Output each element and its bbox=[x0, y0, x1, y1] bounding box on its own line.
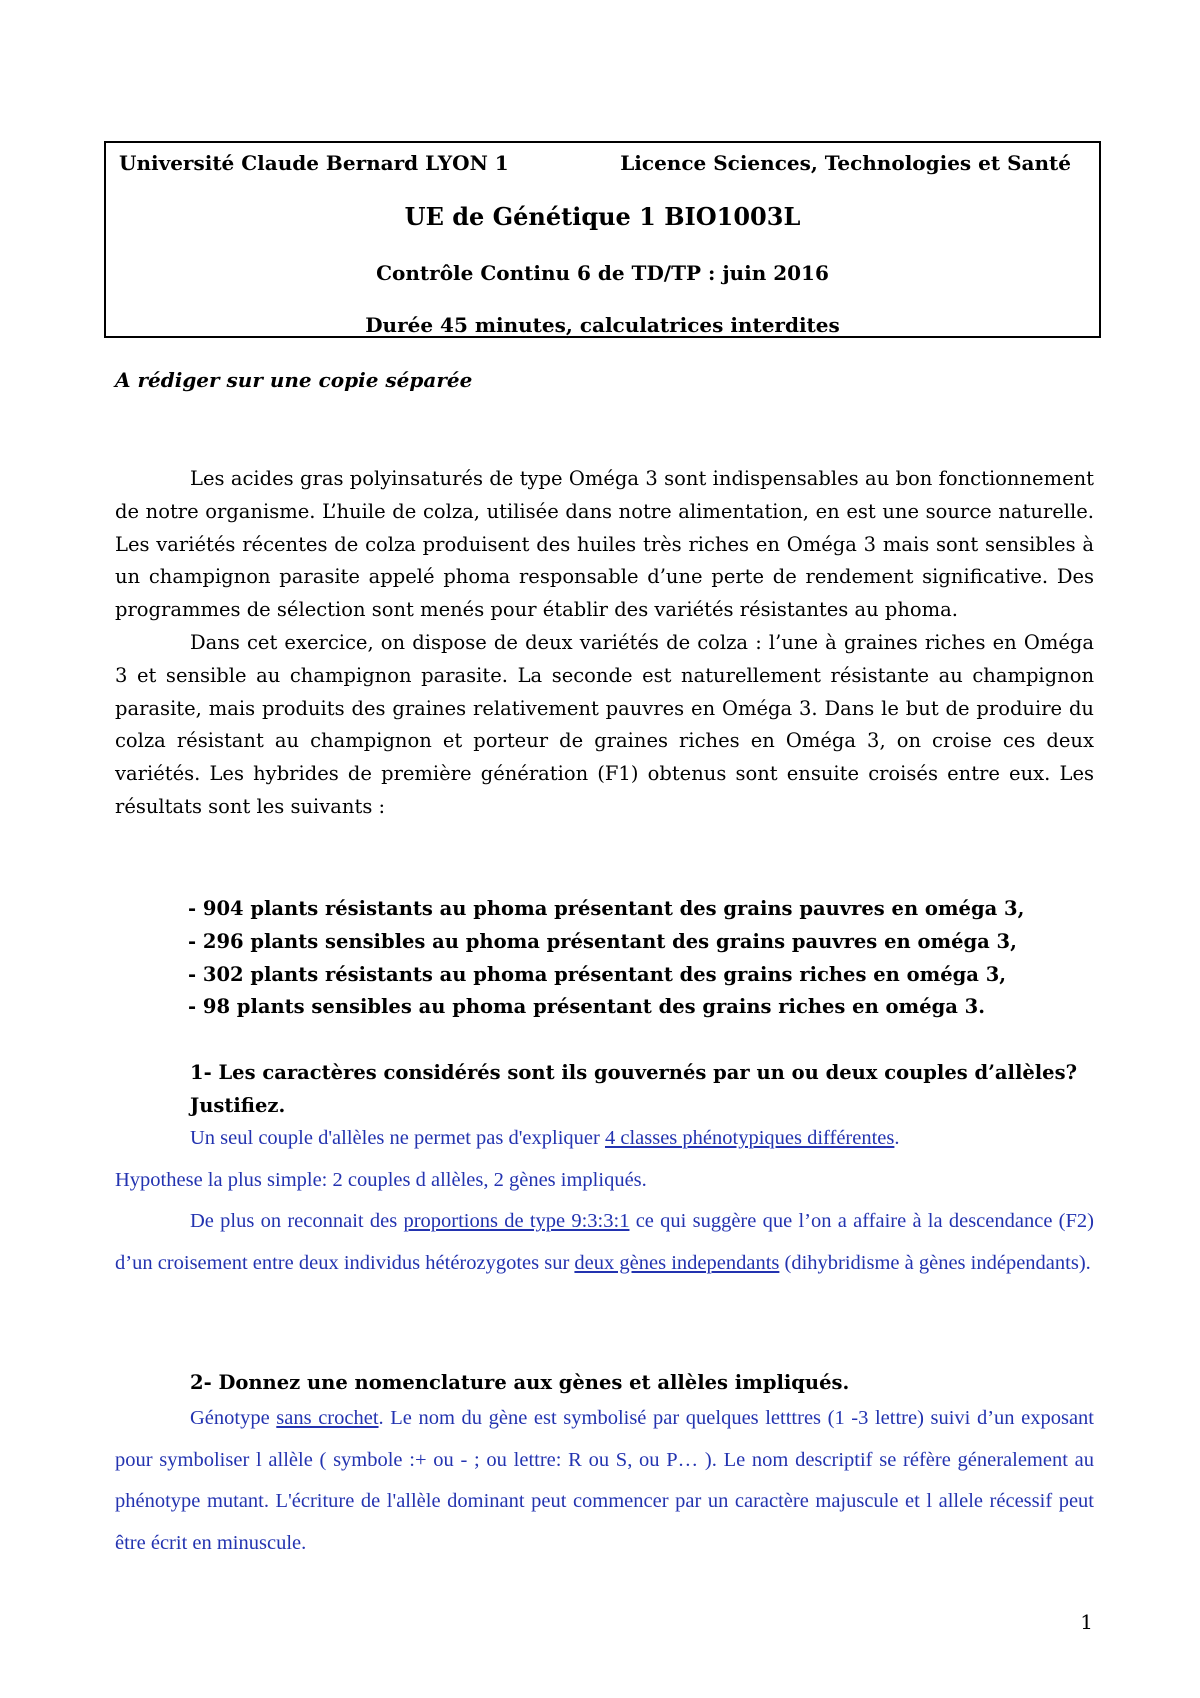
answer-1-text: ce qui suggère que l’on a affaire à la descendance (F2) d’un croisement entre deux individus hétérozygotes sur bbox=[115, 1210, 1094, 1274]
answer-1-underlined: proportions de type 9:3:3:1 bbox=[403, 1210, 630, 1232]
question-1-text: 1- Les caractères considérés sont ils gouvernés par un ou deux couples d’allèles? Justifiez. bbox=[190, 1061, 1077, 1117]
intro-paragraph-1: Les acides gras polyinsaturés de type Oméga 3 sont indispensables au bon fonctionnement de notre organisme. L’huile de colza, utilisée dans notre alimentation, en est une source naturelle. Les variétés récentes de colza produisent des huiles très riches en Oméga 3 mais sont sensibles à un champignon parasite appelé phoma responsable d’une perte de rendement significative. Des programmes de sélection sont menés pour établir des variétés résistantes au phoma. bbox=[115, 467, 1094, 622]
answer-1-text: (dihybridisme à gènes indépendants). bbox=[779, 1251, 1091, 1274]
answer-2-underlined: sans crochet bbox=[276, 1407, 379, 1429]
exam-title: Contrôle Continu 6 de TD/TP : juin 2016 bbox=[376, 261, 829, 285]
results-list bbox=[188, 893, 1024, 1024]
header-box bbox=[104, 141, 1101, 338]
intro-paragraph-2: Dans cet exercice, on dispose de deux variétés de colza : l’une à graines riches en Oméga 3 et sensible au champignon parasite. La seconde est naturellement résistante au champignon parasite, mais produits des graines relativement pauvres en Oméga 3. Dans le but de produire du colza résistant au champignon et porteur de graines riches en Oméga 3, on croise ces deux variétés. Les hybrides de première génération (F1) obtenus sont ensuite croisés entre eux. Les résultats sont les suivants : bbox=[115, 630, 1094, 818]
answer-1-paragraph-2 bbox=[115, 1201, 1094, 1284]
answer-1-underlined: deux gènes independants bbox=[574, 1251, 780, 1274]
answer-1-text: De plus on reconnait des bbox=[190, 1210, 404, 1232]
licence-name: Licence Sciences, Technologies et Santé bbox=[620, 151, 1071, 175]
university-name: Université Claude Bernard LYON 1 bbox=[119, 151, 509, 175]
answer-1 bbox=[115, 1118, 1094, 1284]
list-item: - 302 plants résistants au phoma présentant des grains riches en oméga 3, bbox=[188, 962, 1007, 986]
answer-1-line-2: Hypothese la plus simple: 2 couples d allèles, 2 gènes impliqués. bbox=[115, 1168, 647, 1191]
list-item: - 98 plants sensibles au phoma présentant des grains riches en oméga 3. bbox=[188, 995, 986, 1019]
question-1 bbox=[115, 1057, 1094, 1123]
answer-2-text: . Le nom du gène est symbolisé par quelques letttres (1 -3 lettre) suivi d’un exposant pour symboliser l allèle ( symbole :+ ou - ; ou lettre: R ou S, ou P… ). Le nom descriptif se réfère géneralement au phénotype mutant. L'écriture de l'allèle dominant peut commencer par un caractère majuscule et l allele récessif peut être écrit en minuscule. bbox=[115, 1407, 1095, 1554]
intro-text bbox=[115, 463, 1094, 824]
question-2-text: 2- Donnez une nomenclature aux gènes et allèles impliqués. bbox=[190, 1371, 850, 1394]
question-2 bbox=[115, 1367, 1094, 1400]
instruction: A rédiger sur une copie séparée bbox=[115, 368, 473, 392]
answer-2-text: Génotype bbox=[190, 1407, 277, 1429]
list-item: - 904 plants résistants au phoma présentant des grains pauvres en oméga 3, bbox=[188, 897, 1025, 920]
answer-2 bbox=[115, 1398, 1094, 1564]
page-number: 1 bbox=[1080, 1610, 1093, 1634]
list-item: - 296 plants sensibles au phoma présentant des grains pauvres en oméga 3, bbox=[188, 929, 1017, 953]
answer-1-text: Un seul couple d'allèles ne permet pas d'expliquer bbox=[190, 1127, 605, 1149]
course-title: UE de Génétique 1 BIO1003L bbox=[404, 202, 801, 231]
answer-1-underlined: 4 classes phénotypiques différentes bbox=[604, 1127, 895, 1149]
answer-1-text: . bbox=[894, 1127, 900, 1149]
answer-1-line-1 bbox=[115, 1118, 1094, 1160]
answer-2-paragraph bbox=[115, 1398, 1094, 1564]
exam-duration: Durée 45 minutes, calculatrices interdites bbox=[365, 313, 840, 337]
